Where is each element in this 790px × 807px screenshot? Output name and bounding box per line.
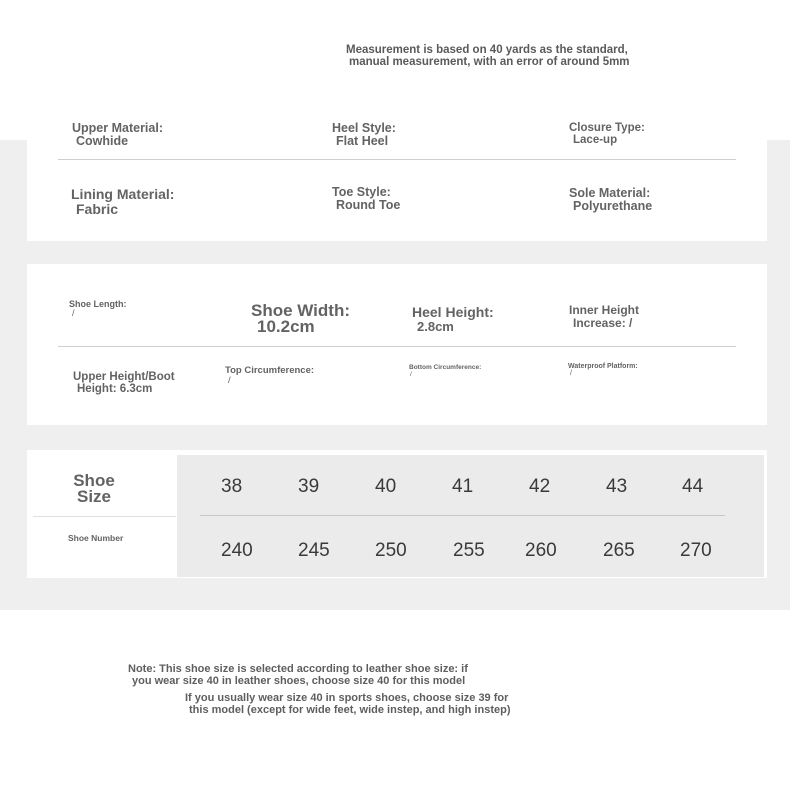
shoe-number-header: Shoe Number <box>68 533 124 543</box>
sole-material-spec <box>569 187 652 213</box>
bottom-circumference-value: / <box>410 370 412 378</box>
size-cell: 42 <box>529 476 551 497</box>
heel-height-spec <box>412 305 494 333</box>
shoe-length-value: / <box>72 308 75 319</box>
upper-height-spec <box>73 371 175 395</box>
heel-height-label: Heel Height: <box>412 304 494 320</box>
top-circumference-value: / <box>228 374 231 386</box>
closure-type-spec <box>569 122 645 146</box>
top-circumference-spec <box>225 366 314 386</box>
closure-type-value: Lace-up <box>573 134 618 147</box>
shoe-size-header-line1: Shoe <box>73 471 115 490</box>
inner-height-spec <box>569 304 639 329</box>
heel-style-label: Heel Style: <box>332 121 396 135</box>
waterproof-platform-value: / <box>570 370 572 378</box>
shoe-size-header-line2: Size <box>76 487 112 507</box>
number-cell: 260 <box>525 540 557 561</box>
heel-style-spec <box>332 122 396 148</box>
number-cell: 265 <box>603 540 635 561</box>
upper-material-label: Upper Material: <box>72 121 163 135</box>
size-note-line4: this model (except for wide feet, wide instep, and high instep) <box>189 704 511 717</box>
size-table-row-divider <box>200 515 725 516</box>
lining-material-spec <box>71 187 174 216</box>
materials-divider <box>58 159 736 160</box>
number-cell: 255 <box>453 540 485 561</box>
size-cell: 39 <box>298 476 320 497</box>
dimensions-divider <box>58 346 736 347</box>
size-note-line1: Note: This shoe size is selected according to leather shoe size: if <box>128 663 468 675</box>
lining-material-value: Fabric <box>76 200 119 217</box>
lining-material-label: Lining Material: <box>71 186 175 202</box>
size-cell: 40 <box>375 476 397 497</box>
measurement-note <box>346 44 630 69</box>
shoe-width-label: Shoe Width: <box>251 301 350 320</box>
number-cell: 245 <box>298 540 330 561</box>
size-note-leather <box>128 663 468 687</box>
inner-height-value: Increase: / <box>573 315 633 330</box>
bottom-circumference-spec <box>409 365 481 379</box>
inner-height-label: Inner Height <box>569 303 640 317</box>
closure-type-label: Closure Type: <box>569 122 645 134</box>
shoe-length-spec <box>69 300 127 319</box>
size-cell: 43 <box>606 476 628 497</box>
shoe-width-value: 10.2cm <box>257 317 315 337</box>
heel-height-value: 2.8cm <box>417 318 454 334</box>
size-note-line2: you wear size 40 in leather shoes, choose size 40 for this model <box>132 675 466 688</box>
toe-style-label: Toe Style: <box>332 185 391 199</box>
toe-style-spec <box>332 186 400 212</box>
shoe-length-label: Shoe Length: <box>69 299 127 309</box>
materials-panel <box>27 79 767 241</box>
sole-material-value: Polyurethane <box>573 199 653 214</box>
bottom-circumference-label: Bottom Circumference: <box>409 364 482 371</box>
upper-material-value: Cowhide <box>76 134 129 149</box>
size-note-sports <box>185 692 510 716</box>
dimensions-panel <box>27 264 767 425</box>
number-cell: 250 <box>375 540 407 561</box>
size-cell: 38 <box>221 476 243 497</box>
waterproof-platform-spec <box>568 363 638 378</box>
size-cell: 41 <box>452 476 474 497</box>
upper-material-spec <box>72 122 163 148</box>
upper-height-value: Height: 6.3cm <box>77 383 153 396</box>
number-cell: 270 <box>680 540 712 561</box>
size-table-header-divider <box>33 516 176 517</box>
top-circumference-label: Top Circumference: <box>225 365 315 376</box>
measurement-note-line1: Measurement is based on 40 yards as the standard, <box>346 44 628 56</box>
size-cell: 44 <box>682 476 704 497</box>
toe-style-value: Round Toe <box>336 198 401 213</box>
waterproof-platform-label: Waterproof Platform: <box>568 363 638 370</box>
number-cell: 240 <box>221 540 253 561</box>
shoe-width-spec <box>251 303 350 335</box>
shoe-size-header <box>69 471 119 507</box>
sole-material-label: Sole Material: <box>569 186 651 200</box>
measurement-note-line2: manual measurement, with an error of around 5mm <box>349 56 630 69</box>
size-note-line3: If you usually wear size 40 in sports shoes, choose size 39 for <box>185 692 509 704</box>
heel-style-value: Flat Heel <box>336 134 389 149</box>
upper-height-label: Upper Height/Boot <box>73 371 175 383</box>
